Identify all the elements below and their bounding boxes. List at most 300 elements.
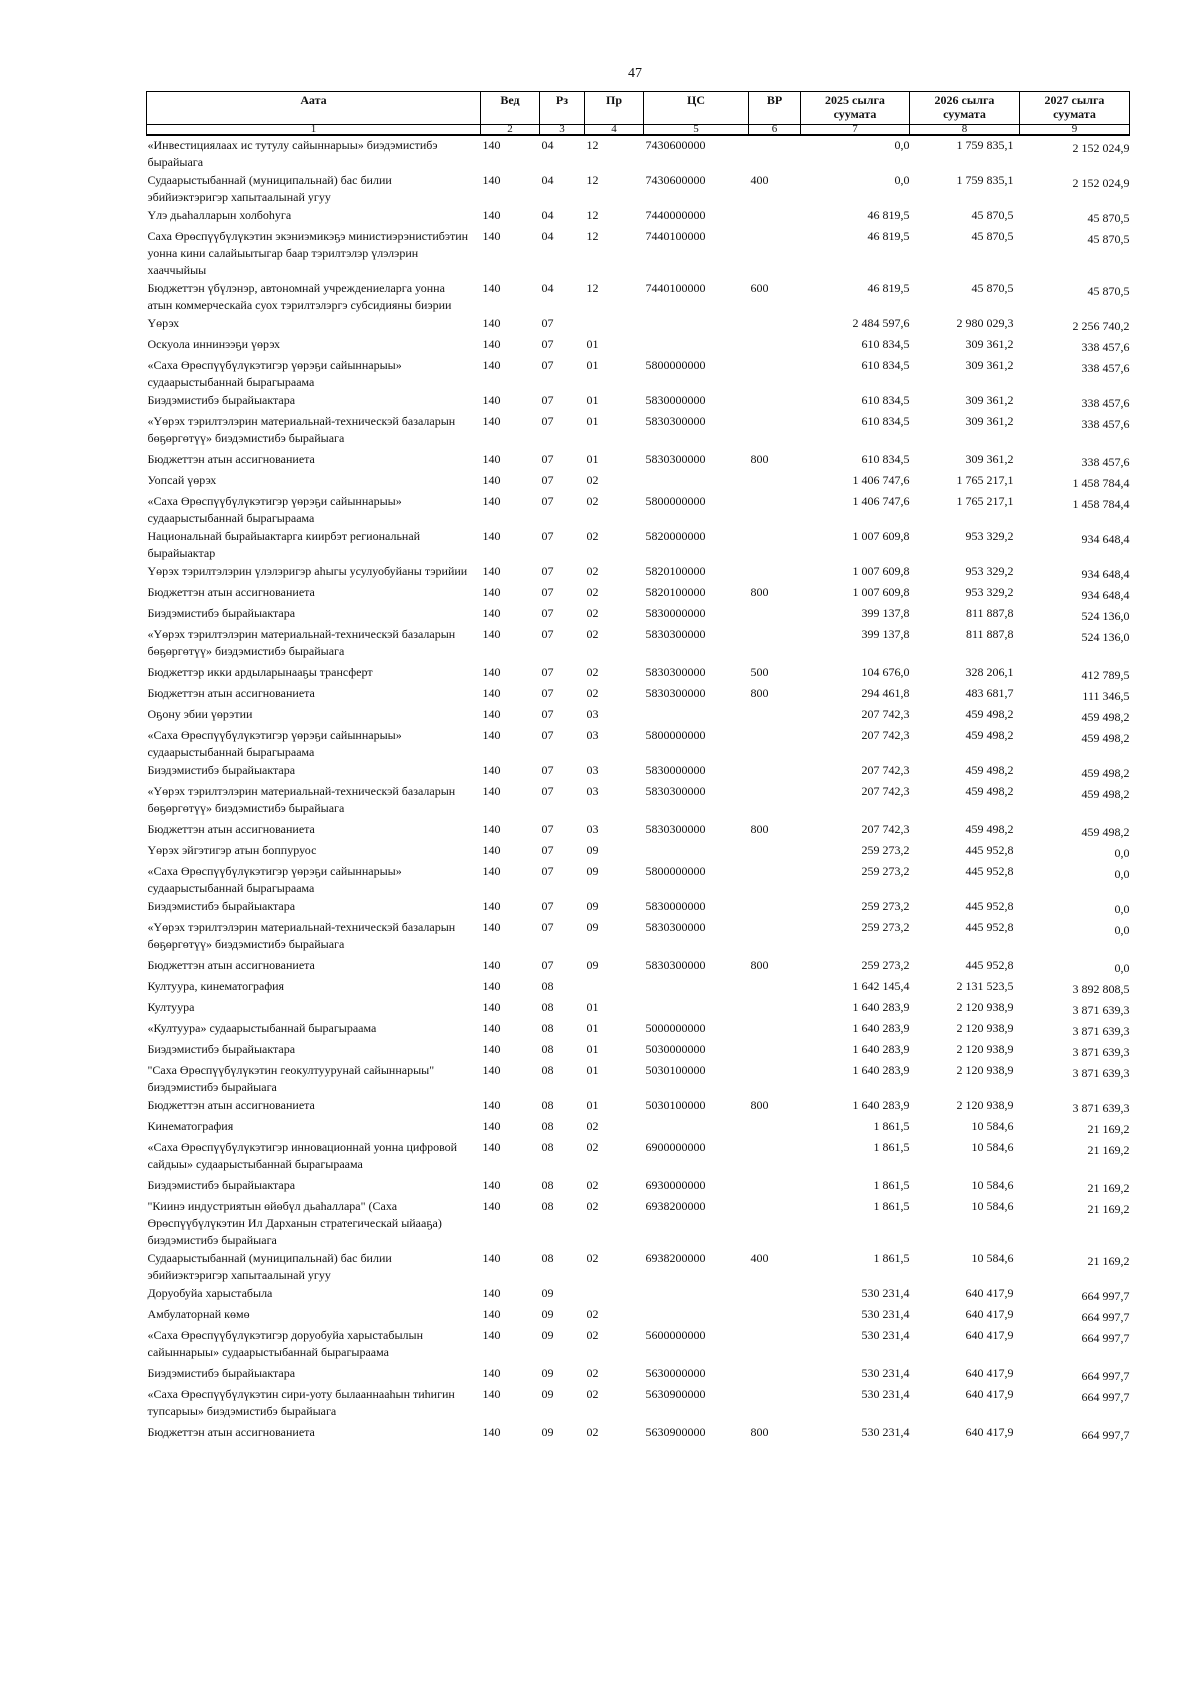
header-2025: 2025 сылга суумата xyxy=(801,92,910,125)
table-row xyxy=(147,335,1130,356)
row-rz: 09 xyxy=(541,1425,554,1439)
row-ved: 140 xyxy=(482,1328,501,1342)
row-pr: 12 xyxy=(586,281,599,295)
row-name: «Саха Өрөспүүбүлүкэтигэр үөрэҕи сайыннарыы» судаарыстыбаннай бырагыраама xyxy=(147,358,402,389)
row-amount-2027: 3 892 808,5 xyxy=(1072,982,1130,996)
row-amount-2026: 2 120 938,9 xyxy=(956,1021,1014,1035)
row-cs: 5830300000 xyxy=(645,920,706,934)
row-amount-2026: 2 120 938,9 xyxy=(956,1042,1014,1056)
row-name: Оскуола иннинээҕи үөрэх xyxy=(147,337,281,351)
row-pr: 03 xyxy=(586,707,599,721)
column-number: 1 xyxy=(147,125,481,136)
row-vr xyxy=(749,1117,801,1138)
row-name: Үөрэх тэрилтэлэрин үлэлэригэр аһыгы усулуобуйаны тэрийии xyxy=(147,564,468,578)
row-ved: 140 xyxy=(482,337,501,351)
row-amount-2027: 2 152 024,9 xyxy=(1072,176,1130,190)
row-amount-2026: 459 498,2 xyxy=(965,763,1014,777)
row-amount-2026: 445 952,8 xyxy=(965,958,1014,972)
header-row xyxy=(147,92,1130,125)
row-cs: 5830300000 xyxy=(645,686,706,700)
row-amount-2025: 1 406 747,6 xyxy=(852,473,910,487)
row-cs: 7440100000 xyxy=(645,281,706,295)
table-row xyxy=(147,1249,1130,1284)
row-amount-2026: 10 584,6 xyxy=(971,1199,1014,1213)
table-row xyxy=(147,1138,1130,1176)
table-row xyxy=(147,471,1130,492)
row-amount-2026: 640 417,9 xyxy=(965,1387,1014,1401)
row-rz: 07 xyxy=(541,864,554,878)
row-name: «Үөрэх тэрилтэлэрин материальнай-техническэй базаларын бөҕөргөтүү» биэдэмистибэ бырайыага xyxy=(147,414,456,445)
row-amount-2026: 640 417,9 xyxy=(965,1425,1014,1439)
row-cs: 5600000000 xyxy=(645,1328,706,1342)
row-cs: 5830300000 xyxy=(645,665,706,679)
row-ved: 140 xyxy=(482,1366,501,1380)
row-vr xyxy=(749,227,801,279)
row-cs: 6900000000 xyxy=(645,1140,706,1154)
row-name: Бюджеттэн атын ассигнованиета xyxy=(147,1425,315,1439)
row-amount-2026: 10 584,6 xyxy=(971,1251,1014,1265)
table-row xyxy=(147,918,1130,956)
row-rz: 07 xyxy=(541,899,554,913)
row-amount-2025: 1 861,5 xyxy=(873,1140,910,1154)
row-name: «Үөрэх тэрилтэлэрин материальнай-техническэй базаларын бөҕөргөтүү» биэдэмистибэ бырайыага xyxy=(147,627,456,658)
row-name: Национальнай бырайыактарга киирбэт региональнай бырайыактар xyxy=(147,529,421,560)
row-rz: 07 xyxy=(541,316,554,330)
row-amount-2027: 338 457,6 xyxy=(1081,417,1130,431)
row-amount-2025: 46 819,5 xyxy=(867,208,910,222)
row-amount-2026: 445 952,8 xyxy=(965,920,1014,934)
row-name: Үөрэх эйгэтигэр атын боппуруос xyxy=(147,843,317,857)
row-amount-2027: 412 789,5 xyxy=(1081,668,1130,682)
row-amount-2025: 610 834,5 xyxy=(861,393,910,407)
row-cs: 5800000000 xyxy=(645,494,706,508)
row-ved: 140 xyxy=(482,173,501,187)
row-cs xyxy=(644,335,749,356)
row-rz: 07 xyxy=(541,843,554,857)
row-pr: 12 xyxy=(586,229,599,243)
row-ved: 140 xyxy=(482,1178,501,1192)
row-rz: 07 xyxy=(541,529,554,543)
row-amount-2027: 2 152 024,9 xyxy=(1072,141,1130,155)
table-row xyxy=(147,604,1130,625)
row-amount-2025: 399 137,8 xyxy=(861,606,910,620)
table-row xyxy=(147,1019,1130,1040)
column-number: 8 xyxy=(910,125,1020,136)
row-vr xyxy=(749,726,801,761)
row-amount-2026: 2 120 938,9 xyxy=(956,1063,1014,1077)
row-amount-2026: 10 584,6 xyxy=(971,1140,1014,1154)
table-row xyxy=(147,314,1130,335)
row-amount-2026: 483 681,7 xyxy=(965,686,1014,700)
row-name: Бюджеттэн атын ассигнованиета xyxy=(147,686,315,700)
row-amount-2027: 664 997,7 xyxy=(1081,1369,1130,1383)
row-cs: 6938200000 xyxy=(645,1251,706,1265)
row-pr: 12 xyxy=(586,138,599,152)
row-amount-2025: 530 231,4 xyxy=(861,1286,910,1300)
row-rz: 08 xyxy=(541,1000,554,1014)
row-amount-2027: 21 169,2 xyxy=(1087,1202,1130,1216)
row-rz: 09 xyxy=(541,1387,554,1401)
row-ved: 140 xyxy=(482,1000,501,1014)
row-name: Бюджеттэн атын ассигнованиета xyxy=(147,958,315,972)
row-rz: 07 xyxy=(541,337,554,351)
row-name: «Саха Өрөспүүбүлүкэтигэр үөрэҕи сайыннарыы» судаарыстыбаннай бырагыраама xyxy=(147,494,402,525)
row-pr: 02 xyxy=(586,665,599,679)
row-cs: 5830300000 xyxy=(645,452,706,466)
row-amount-2027: 45 870,5 xyxy=(1087,284,1130,298)
row-name: Биэдэмистибэ бырайыактара xyxy=(147,1366,296,1380)
row-name: Бюджеттэр икки ардыларынааҕы трансферт xyxy=(147,665,373,679)
row-pr: 02 xyxy=(586,686,599,700)
row-ved: 140 xyxy=(482,1042,501,1056)
row-name: Оҕону эбии үөрэтии xyxy=(147,707,253,721)
row-amount-2027: 21 169,2 xyxy=(1087,1143,1130,1157)
row-name: «Саха Өрөспүүбүлүкэтигэр үөрэҕи сайыннарыы» судаарыстыбаннай бырагыраама xyxy=(147,728,402,759)
row-amount-2026: 1 765 217,1 xyxy=(956,473,1014,487)
row-amount-2026: 640 417,9 xyxy=(965,1328,1014,1342)
row-ved: 140 xyxy=(482,473,501,487)
row-amount-2025: 610 834,5 xyxy=(861,452,910,466)
row-amount-2027: 1 458 784,4 xyxy=(1072,476,1130,490)
row-cs: 5830300000 xyxy=(645,414,706,428)
row-pr: 02 xyxy=(586,1199,599,1213)
table-row xyxy=(147,820,1130,841)
row-cs: 5800000000 xyxy=(645,728,706,742)
table-row xyxy=(147,897,1130,918)
row-amount-2027: 524 136,0 xyxy=(1081,609,1130,623)
row-name: Үөрэх xyxy=(147,316,180,330)
row-pr: 02 xyxy=(586,529,599,543)
row-vr xyxy=(749,918,801,956)
row-amount-2027: 338 457,6 xyxy=(1081,340,1130,354)
row-ved: 140 xyxy=(482,1307,501,1321)
row-amount-2025: 207 742,3 xyxy=(861,728,910,742)
row-cs: 5630000000 xyxy=(645,1366,706,1380)
row-amount-2026: 445 952,8 xyxy=(965,843,1014,857)
row-amount-2027: 0,0 xyxy=(1114,867,1130,881)
row-pr: 02 xyxy=(586,585,599,599)
row-ved: 140 xyxy=(482,393,501,407)
row-vr xyxy=(749,335,801,356)
row-cs: 5820000000 xyxy=(645,529,706,543)
row-cs: 5830300000 xyxy=(645,958,706,972)
row-vr: 800 xyxy=(750,822,769,836)
row-pr: 02 xyxy=(586,494,599,508)
table-row xyxy=(147,412,1130,450)
row-ved: 140 xyxy=(482,414,501,428)
row-ved: 140 xyxy=(482,1251,501,1265)
row-cs xyxy=(644,705,749,726)
row-rz: 09 xyxy=(541,1307,554,1321)
row-name: «Үөрэх тэрилтэлэрин материальнай-техническэй базаларын бөҕөргөтүү» биэдэмистибэ бырайыага xyxy=(147,784,456,815)
row-pr: 02 xyxy=(586,1366,599,1380)
row-pr: 01 xyxy=(586,358,599,372)
column-number: 3 xyxy=(540,125,585,136)
column-number: 2 xyxy=(481,125,540,136)
row-vr xyxy=(749,1305,801,1326)
row-vr: 500 xyxy=(750,665,769,679)
row-pr: 01 xyxy=(586,452,599,466)
row-rz: 04 xyxy=(541,208,554,222)
row-vr xyxy=(749,527,801,562)
row-amount-2025: 207 742,3 xyxy=(861,784,910,798)
row-vr xyxy=(749,1284,801,1305)
row-name: Биэдэмистибэ бырайыактара xyxy=(147,393,296,407)
row-ved: 140 xyxy=(482,452,501,466)
row-rz: 07 xyxy=(541,606,554,620)
row-amount-2026: 45 870,5 xyxy=(971,229,1014,243)
table-row xyxy=(147,1385,1130,1423)
column-number: 5 xyxy=(644,125,749,136)
row-amount-2027: 0,0 xyxy=(1114,961,1130,975)
header-2027: 2027 сылга суумата xyxy=(1020,92,1130,125)
table-row xyxy=(147,1040,1130,1061)
row-name: «Саха Өрөспүүбүлүкэтин сири-уоту былааннааһын тиһигин тупсарыы» биэдэмистибэ бырайыага xyxy=(147,1387,455,1418)
row-amount-2026: 953 329,2 xyxy=(965,585,1014,599)
row-pr: 02 xyxy=(586,564,599,578)
row-ved: 140 xyxy=(482,358,501,372)
row-vr xyxy=(749,977,801,998)
row-vr xyxy=(749,1385,801,1423)
row-amount-2025: 1 642 145,4 xyxy=(852,979,910,993)
row-amount-2026: 2 980 029,3 xyxy=(956,316,1014,330)
table-row xyxy=(147,663,1130,684)
row-amount-2027: 3 871 639,3 xyxy=(1072,1045,1130,1059)
row-amount-2026: 309 361,2 xyxy=(965,358,1014,372)
row-ved: 140 xyxy=(482,627,501,641)
row-amount-2025: 259 273,2 xyxy=(861,899,910,913)
row-vr xyxy=(749,1040,801,1061)
row-rz: 09 xyxy=(541,1366,554,1380)
table-row xyxy=(147,279,1130,314)
row-cs xyxy=(644,471,749,492)
row-amount-2025: 1 640 283,9 xyxy=(852,1042,910,1056)
row-name: «Үөрэх тэрилтэлэрин материальнай-техническэй базаларын бөҕөргөтүү» биэдэмистибэ бырайыага xyxy=(147,920,456,951)
row-amount-2027: 459 498,2 xyxy=(1081,825,1130,839)
row-name: Судаарыстыбаннай (муниципальнай) бас билии эбийиэктэригэр хапытаалынай угуу xyxy=(147,1251,392,1282)
row-name: «Саха Өрөспүүбүлүкэтигэр инновационнай уонна цифровой сайдыы» судаарыстыбаннай бырагыраама xyxy=(147,1140,458,1171)
row-vr: 800 xyxy=(750,1098,769,1112)
row-rz: 07 xyxy=(541,473,554,487)
row-amount-2025: 1 007 609,8 xyxy=(852,564,910,578)
row-name: "Киинэ индустриятын өйөбүл дьаһаллара" (Саха Өрөспүүбүлүкэтин Ил Дарханын стратегическай ыйааҕа) биэдэмистибэ бырайыага xyxy=(147,1199,442,1247)
header-name: Аата xyxy=(147,92,481,125)
row-cs xyxy=(644,977,749,998)
row-rz: 09 xyxy=(541,1328,554,1342)
header-2026: 2026 сылга суумата xyxy=(910,92,1020,125)
row-cs: 5830300000 xyxy=(645,627,706,641)
row-amount-2027: 3 871 639,3 xyxy=(1072,1101,1130,1115)
row-cs: 7430600000 xyxy=(645,173,706,187)
row-rz: 07 xyxy=(541,763,554,777)
row-amount-2025: 530 231,4 xyxy=(861,1307,910,1321)
row-ved: 140 xyxy=(482,494,501,508)
row-amount-2025: 1 007 609,8 xyxy=(852,585,910,599)
row-amount-2026: 811 887,8 xyxy=(965,627,1014,641)
row-cs: 5820100000 xyxy=(645,585,706,599)
row-amount-2025: 610 834,5 xyxy=(861,414,910,428)
row-cs: 5000000000 xyxy=(645,1021,706,1035)
row-pr: 01 xyxy=(586,1042,599,1056)
row-vr: 800 xyxy=(750,958,769,972)
row-cs xyxy=(644,1284,749,1305)
row-ved: 140 xyxy=(482,606,501,620)
table-row xyxy=(147,492,1130,527)
table-row xyxy=(147,356,1130,391)
row-vr xyxy=(749,412,801,450)
row-vr: 400 xyxy=(750,173,769,187)
row-pr: 09 xyxy=(586,920,599,934)
table-row xyxy=(147,684,1130,705)
row-name: Биэдэмистибэ бырайыактара xyxy=(147,763,296,777)
table-row xyxy=(147,1061,1130,1096)
row-rz: 07 xyxy=(541,414,554,428)
header-rz: Рз xyxy=(540,92,585,125)
row-rz: 08 xyxy=(541,979,554,993)
row-ved: 140 xyxy=(482,979,501,993)
row-amount-2027: 664 997,7 xyxy=(1081,1310,1130,1324)
row-vr xyxy=(749,135,801,171)
row-pr: 03 xyxy=(586,822,599,836)
row-amount-2025: 207 742,3 xyxy=(861,822,910,836)
row-amount-2027: 21 169,2 xyxy=(1087,1122,1130,1136)
row-amount-2025: 259 273,2 xyxy=(861,958,910,972)
row-ved: 140 xyxy=(482,229,501,243)
column-number: 6 xyxy=(749,125,801,136)
row-vr xyxy=(749,562,801,583)
row-vr xyxy=(749,625,801,663)
row-amount-2026: 459 498,2 xyxy=(965,822,1014,836)
row-amount-2025: 530 231,4 xyxy=(861,1425,910,1439)
row-cs: 7440000000 xyxy=(645,208,706,222)
row-ved: 140 xyxy=(482,843,501,857)
row-rz: 09 xyxy=(541,1286,554,1300)
row-rz: 08 xyxy=(541,1021,554,1035)
row-amount-2027: 0,0 xyxy=(1114,902,1130,916)
row-rz: 08 xyxy=(541,1042,554,1056)
row-name: Кинематография xyxy=(147,1119,234,1133)
row-pr: 01 xyxy=(586,393,599,407)
row-amount-2027: 664 997,7 xyxy=(1081,1390,1130,1404)
row-pr: 02 xyxy=(586,473,599,487)
row-amount-2025: 104 676,0 xyxy=(861,665,910,679)
row-ved: 140 xyxy=(482,1119,501,1133)
table-row xyxy=(147,171,1130,206)
row-vr: 800 xyxy=(750,686,769,700)
row-vr xyxy=(749,862,801,897)
row-ved: 140 xyxy=(482,281,501,295)
row-amount-2027: 3 871 639,3 xyxy=(1072,1024,1130,1038)
row-name: Култуура xyxy=(147,1000,195,1014)
row-cs: 5830300000 xyxy=(645,822,706,836)
row-amount-2025: 46 819,5 xyxy=(867,229,910,243)
row-cs xyxy=(644,314,749,335)
row-cs: 5630900000 xyxy=(645,1387,706,1401)
row-amount-2027: 3 871 639,3 xyxy=(1072,1003,1130,1017)
budget-table xyxy=(146,91,1130,1444)
row-rz: 07 xyxy=(541,564,554,578)
row-name: Биэдэмистибэ бырайыактара xyxy=(147,899,296,913)
table-row xyxy=(147,1197,1130,1249)
row-rz: 07 xyxy=(541,494,554,508)
row-amount-2026: 640 417,9 xyxy=(965,1286,1014,1300)
row-amount-2025: 0,0 xyxy=(894,173,910,187)
row-amount-2027: 2 256 740,2 xyxy=(1072,319,1130,333)
row-vr xyxy=(749,314,801,335)
row-vr xyxy=(749,356,801,391)
row-pr: 02 xyxy=(586,1307,599,1321)
row-cs xyxy=(644,1305,749,1326)
row-cs: 5830000000 xyxy=(645,393,706,407)
row-amount-2027: 21 169,2 xyxy=(1087,1181,1130,1195)
row-amount-2025: 0,0 xyxy=(894,138,910,152)
row-name: Бюджеттэн атын ассигнованиета xyxy=(147,452,315,466)
row-name: Доруобуйа харыстабыла xyxy=(147,1286,273,1300)
row-name: Амбулаторнай көмө xyxy=(147,1307,250,1321)
row-vr xyxy=(749,1197,801,1249)
row-name: Биэдэмистибэ бырайыактара xyxy=(147,1042,296,1056)
row-pr xyxy=(585,1284,644,1305)
row-pr: 01 xyxy=(586,337,599,351)
column-number: 4 xyxy=(585,125,644,136)
row-amount-2025: 1 640 283,9 xyxy=(852,1000,910,1014)
column-number-row xyxy=(147,125,1130,136)
row-vr xyxy=(749,1326,801,1364)
row-pr: 01 xyxy=(586,1000,599,1014)
row-amount-2026: 1 765 217,1 xyxy=(956,494,1014,508)
row-amount-2026: 10 584,6 xyxy=(971,1119,1014,1133)
row-name: Судаарыстыбаннай (муниципальнай) бас билии эбийиэктэригэр хапытаалынай угуу xyxy=(147,173,392,204)
row-amount-2026: 2 120 938,9 xyxy=(956,1000,1014,1014)
row-amount-2025: 259 273,2 xyxy=(861,843,910,857)
row-rz: 08 xyxy=(541,1140,554,1154)
row-rz: 08 xyxy=(541,1251,554,1265)
table-row xyxy=(147,705,1130,726)
row-name: Бюджеттэн үбүлэнэр, автономнай учреждениеларга уонна атын коммерческайа суох тэрилтэлэргэ субсидияны биэрии xyxy=(147,281,452,312)
table-row xyxy=(147,527,1130,562)
row-amount-2025: 1 640 283,9 xyxy=(852,1098,910,1112)
row-pr: 01 xyxy=(586,1063,599,1077)
row-rz: 08 xyxy=(541,1199,554,1213)
row-amount-2025: 46 819,5 xyxy=(867,281,910,295)
row-cs: 7430600000 xyxy=(645,138,706,152)
row-amount-2025: 530 231,4 xyxy=(861,1328,910,1342)
row-amount-2027: 934 648,4 xyxy=(1081,532,1130,546)
row-cs: 5830300000 xyxy=(645,784,706,798)
row-amount-2026: 640 417,9 xyxy=(965,1307,1014,1321)
row-amount-2027: 0,0 xyxy=(1114,923,1130,937)
row-amount-2025: 1 406 747,6 xyxy=(852,494,910,508)
row-amount-2026: 2 131 523,5 xyxy=(956,979,1014,993)
row-rz: 07 xyxy=(541,707,554,721)
header-pr: Пр xyxy=(585,92,644,125)
row-rz: 07 xyxy=(541,822,554,836)
column-number: 9 xyxy=(1020,125,1130,136)
table-row xyxy=(147,841,1130,862)
row-vr xyxy=(749,604,801,625)
row-ved: 140 xyxy=(482,1063,501,1077)
row-pr: 02 xyxy=(586,1387,599,1401)
row-vr xyxy=(749,841,801,862)
row-pr: 03 xyxy=(586,784,599,798)
row-amount-2026: 328 206,1 xyxy=(965,665,1014,679)
row-amount-2026: 1 759 835,1 xyxy=(956,138,1014,152)
row-amount-2025: 259 273,2 xyxy=(861,920,910,934)
row-amount-2027: 21 169,2 xyxy=(1087,1254,1130,1268)
row-cs: 5830000000 xyxy=(645,763,706,777)
row-amount-2026: 459 498,2 xyxy=(965,728,1014,742)
row-rz: 08 xyxy=(541,1098,554,1112)
